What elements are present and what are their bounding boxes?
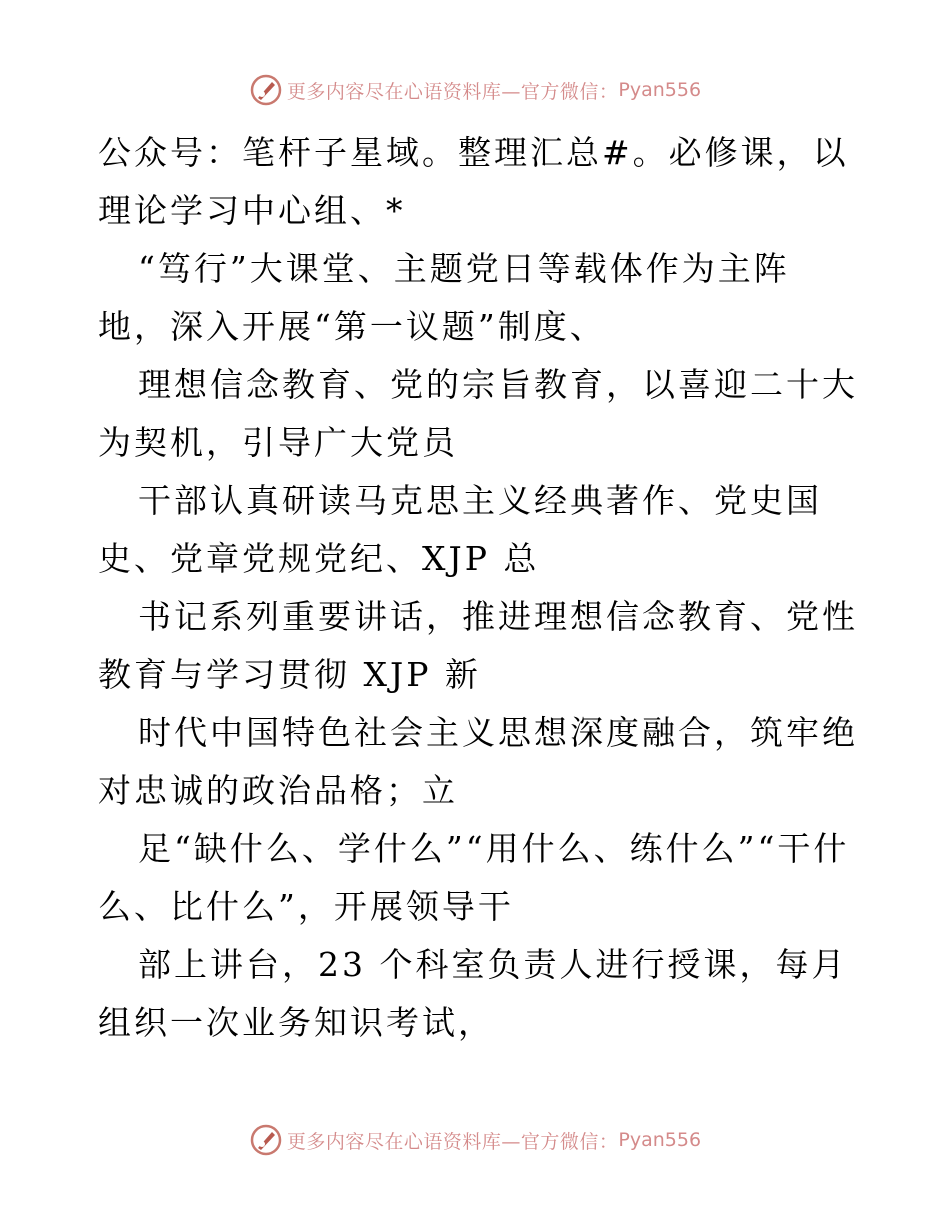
watermark-id: Pyan556 [618, 79, 702, 101]
paragraph: “笃行”大课堂、主题党日等载体作为主阵地，深入开展“第一议题”制度、 [98, 249, 790, 346]
paragraph: 部上讲台，23 个科室负责人进行授课，每月组织一次业务知识考试， [98, 945, 848, 1042]
paragraph: 书记系列重要讲话，推进理想信念教育、党性教育与学习贯彻 XJP 新 [98, 597, 858, 694]
pen-circle-logo-icon [249, 1123, 283, 1157]
paragraph: 公众号：笔杆子星域。整理汇总#。必修课，以理论学习中心组、* [98, 133, 849, 230]
watermark-footer [0, 1120, 950, 1160]
paragraph: 理想信念教育、党的宗旨教育，以喜迎二十大为契机，引导广大党员 [98, 365, 858, 462]
pen-circle-logo-icon [249, 73, 283, 107]
watermark-text: 更多内容尽在心语资料库—官方微信： [286, 80, 619, 103]
watermark-header [0, 70, 950, 110]
paragraph: 时代中国特色社会主义思想深度融合，筑牢绝对忠诚的政治品格；立 [98, 713, 858, 810]
document-body [98, 124, 858, 1052]
paragraph: 足“缺什么、学什么”“用什么、练什么”“干什么、比什么”，开展领导干 [98, 829, 850, 926]
watermark-text: 更多内容尽在心语资料库—官方微信： [286, 1130, 619, 1153]
paragraph: 干部认真研读马克思主义经典著作、党史国史、党章党规党纪、XJP 总 [98, 481, 822, 578]
watermark-id: Pyan556 [618, 1129, 702, 1151]
